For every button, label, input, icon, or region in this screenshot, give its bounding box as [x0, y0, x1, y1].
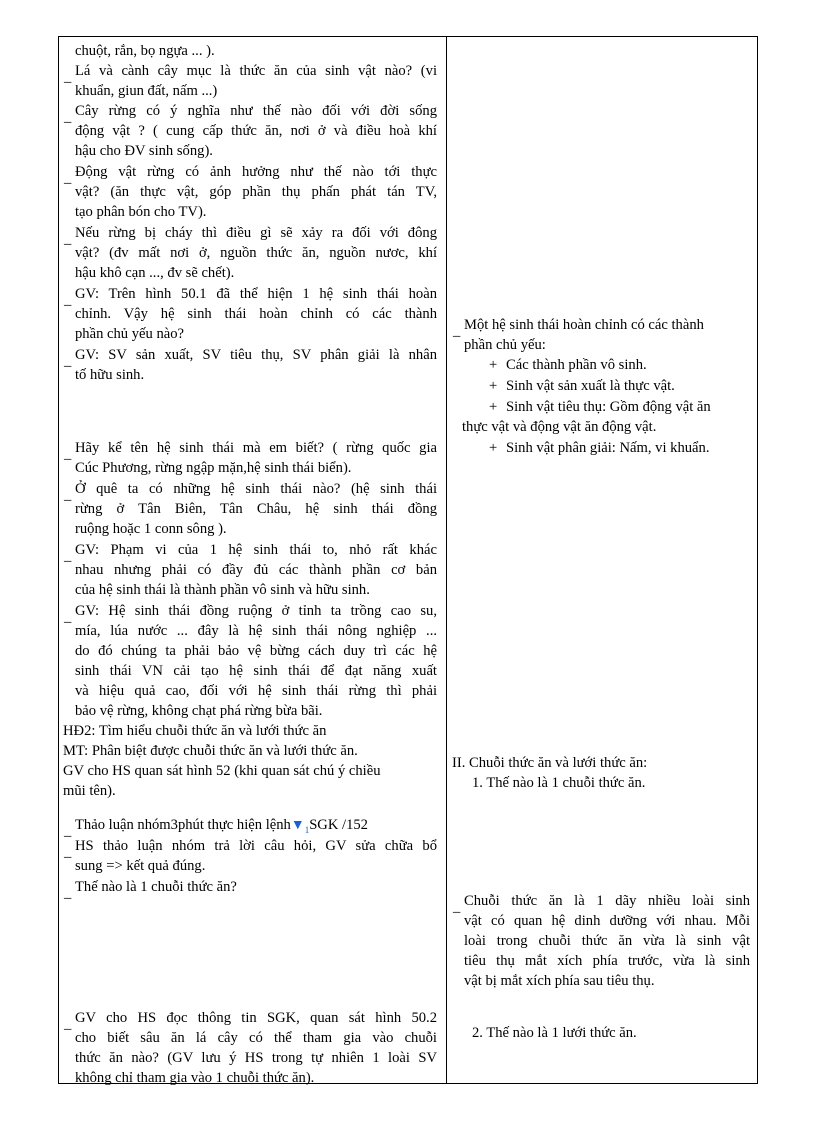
- text-line: Chuỗi thức ăn là 1 dãy nhiều loài sinh: [464, 893, 750, 909]
- text-line: vật có quan hệ dinh dưỡng với nhau. Mỗi: [464, 913, 750, 929]
- text-line: hậu cho ĐV sinh sống).: [75, 143, 213, 159]
- text-line: cho biết sâu ăn lá cây có thể tham gia vào chuỗi: [75, 1030, 437, 1046]
- text-line: rừng ở Tân Biên, Tân Châu, hệ sinh thái đồng: [75, 501, 437, 517]
- text-line: khuẩn, giun đất, nấm ...): [75, 83, 218, 99]
- subsection-heading: 1. Thế nào là 1 chuỗi thức ăn.: [472, 775, 646, 791]
- text-line: tố hữu sinh.: [75, 367, 145, 383]
- dash-marker: _: [64, 487, 72, 503]
- text-line: thức ăn nào? (GV lưu ý HS trong tự nhiên 1 loài SV: [75, 1050, 437, 1066]
- objective-line: MT: Phân biệt được chuỗi thức ăn và lưới thức ăn.: [63, 743, 358, 759]
- text-line: Các thành phần vô sinh.: [506, 357, 647, 373]
- text-line: do đó chúng ta phải bảo vệ bừng cách duy trì các hệ: [75, 643, 437, 659]
- text-line: loài trong chuỗi thức ăn vừa là sinh vật: [464, 933, 750, 949]
- lesson-table: [58, 36, 758, 1084]
- text-line: HS thảo luận nhóm trả lời câu hỏi, GV sửa chữa bổ: [75, 838, 437, 854]
- text-line: GV: SV sản xuất, SV tiêu thụ, SV phân giải là nhân: [75, 347, 437, 363]
- dash-marker: _: [64, 353, 72, 369]
- text-line: không chỉ tham gia vào 1 chuỗi thức ăn).: [75, 1070, 315, 1086]
- text-line: bảo vệ rừng, không chạt phá rừng bừa bãi.: [75, 703, 323, 719]
- text-line: vật? (đv mất nơi ở, nguồn thức ăn, nguồn nươc, khí: [75, 245, 437, 261]
- text-line: chỉnh. Vậy hệ sinh thái hoàn chỉnh có các thành: [75, 306, 437, 322]
- text-line: vật? (ăn thực vật, góp phần thụ phấn phát tán TV,: [75, 184, 437, 200]
- text-line: Hãy kể tên hệ sinh thái mà em biết? ( rừng quốc gia: [75, 440, 437, 456]
- text-line: GV cho HS quan sát hình 52 (khi quan sát chú ý chiều: [63, 763, 381, 779]
- text-line: GV: Phạm vi của 1 hệ sinh thái to, nhỏ rất khác: [75, 542, 437, 558]
- triangle-icon: ▼: [290, 818, 305, 833]
- subscript-number: 1: [304, 824, 310, 835]
- text-line: Sinh vật sản xuất là thực vật.: [506, 378, 675, 394]
- plus-marker: +: [489, 357, 498, 373]
- text-line: phần chủ yếu:: [464, 337, 546, 353]
- plus-marker: +: [489, 440, 498, 456]
- dash-marker: _: [64, 844, 72, 860]
- section-heading: II. Chuỗi thức ăn và lưới thức ăn:: [452, 755, 648, 771]
- text-line: Ở quê ta có những hệ sinh thái nào? (hệ sinh thái: [75, 481, 437, 497]
- text-line: vật bị mắt xích phía sau tiêu thụ.: [464, 973, 655, 989]
- dash-marker: _: [64, 1016, 72, 1032]
- section-heading: HĐ2: Tìm hiểu chuỗi thức ăn và lưới thức ăn: [63, 723, 327, 739]
- text-line: Cây rừng có ý nghĩa như thế nào đối với đời sống: [75, 103, 437, 119]
- dash-marker: _: [64, 231, 72, 247]
- text-line: Cúc Phương, rừng ngập mặn,hệ sinh thái biển).: [75, 460, 352, 476]
- text-line: ruộng hoặc 1 conn sông ).: [75, 521, 227, 537]
- text-line: sung => kết quả đúng.: [75, 858, 206, 874]
- text-line: Sinh vật tiêu thụ: Gồm động vật ăn: [506, 399, 711, 415]
- text-line: tạo phân bón cho TV).: [75, 204, 207, 220]
- dash-marker: _: [64, 823, 72, 839]
- text-line: GV: Hệ sinh thái đồng ruộng ở tỉnh ta trồng cao su,: [75, 603, 437, 619]
- plus-marker: +: [489, 378, 498, 394]
- text-span: Thảo luận nhóm3phút thực hiện lệnh: [75, 817, 291, 833]
- text-line: Một hệ sinh thái hoàn chỉnh có các thành: [464, 317, 704, 333]
- text-line: GV: Trên hình 50.1 đã thể hiện 1 hệ sinh thái hoàn: [75, 286, 437, 302]
- text-line: động vật ? ( cung cấp thức ăn, nơi ở và điều hoà khí: [75, 123, 437, 139]
- dash-marker: _: [64, 548, 72, 564]
- text-line: Sinh vật phân giải: Nấm, vi khuẩn.: [506, 440, 710, 456]
- text-span: SGK /152: [309, 817, 368, 833]
- subsection-heading: 2. Thế nào là 1 lưới thức ăn.: [472, 1025, 637, 1041]
- text-line: của hệ sinh thái là thành phần vô sinh và hữu sinh.: [75, 582, 370, 598]
- text-line: Động vật rừng có ảnh hưởng như thế nào tới thực: [75, 164, 437, 180]
- text-line: sinh thái VN cải tạo hệ sinh thái để đạt năng xuất: [75, 663, 437, 679]
- text-line: nhau nhưng phải có đầy đủ các thành phần cơ bản: [75, 562, 437, 578]
- text-line: Lá và cành cây mục là thức ăn của sinh vật nào? (vi: [75, 63, 437, 79]
- text-line: tiêu thụ mắt xích phía trước, vừa là sinh: [464, 953, 750, 969]
- text-line: và hiệu quả cao, đối với hệ sinh thái rừng thì phải: [75, 683, 437, 699]
- text-line: mía, lúa nước ... đây là hệ sinh thái nông nghiệp ...: [75, 623, 437, 639]
- column-divider: [446, 37, 447, 1083]
- dash-marker: _: [64, 885, 72, 901]
- dash-marker: _: [453, 323, 461, 339]
- text-line: hậu khô cạn ..., đv sẽ chết).: [75, 265, 235, 281]
- dash-marker: _: [64, 292, 72, 308]
- dash-marker: _: [64, 109, 72, 125]
- dash-marker: _: [64, 446, 72, 462]
- text-line: Nếu rừng bị cháy thì điều gì sẽ xảy ra đối với đông: [75, 225, 437, 241]
- dash-marker: _: [64, 69, 72, 85]
- text-line: phần chủ yếu nào?: [75, 326, 185, 342]
- text-line: GV cho HS đọc thông tin SGK, quan sát hình 50.2: [75, 1010, 437, 1026]
- dash-marker: _: [64, 170, 72, 186]
- dash-marker: _: [64, 609, 72, 625]
- plus-marker: +: [489, 399, 498, 415]
- text-line: Thế nào là 1 chuỗi thức ăn?: [75, 879, 237, 895]
- text-line: chuột, rắn, bọ ngựa ... ).: [75, 43, 215, 59]
- text-line: mũi tên).: [63, 783, 116, 799]
- dash-marker: _: [453, 899, 461, 915]
- text-line: thực vật và động vật ăn động vật.: [462, 419, 657, 435]
